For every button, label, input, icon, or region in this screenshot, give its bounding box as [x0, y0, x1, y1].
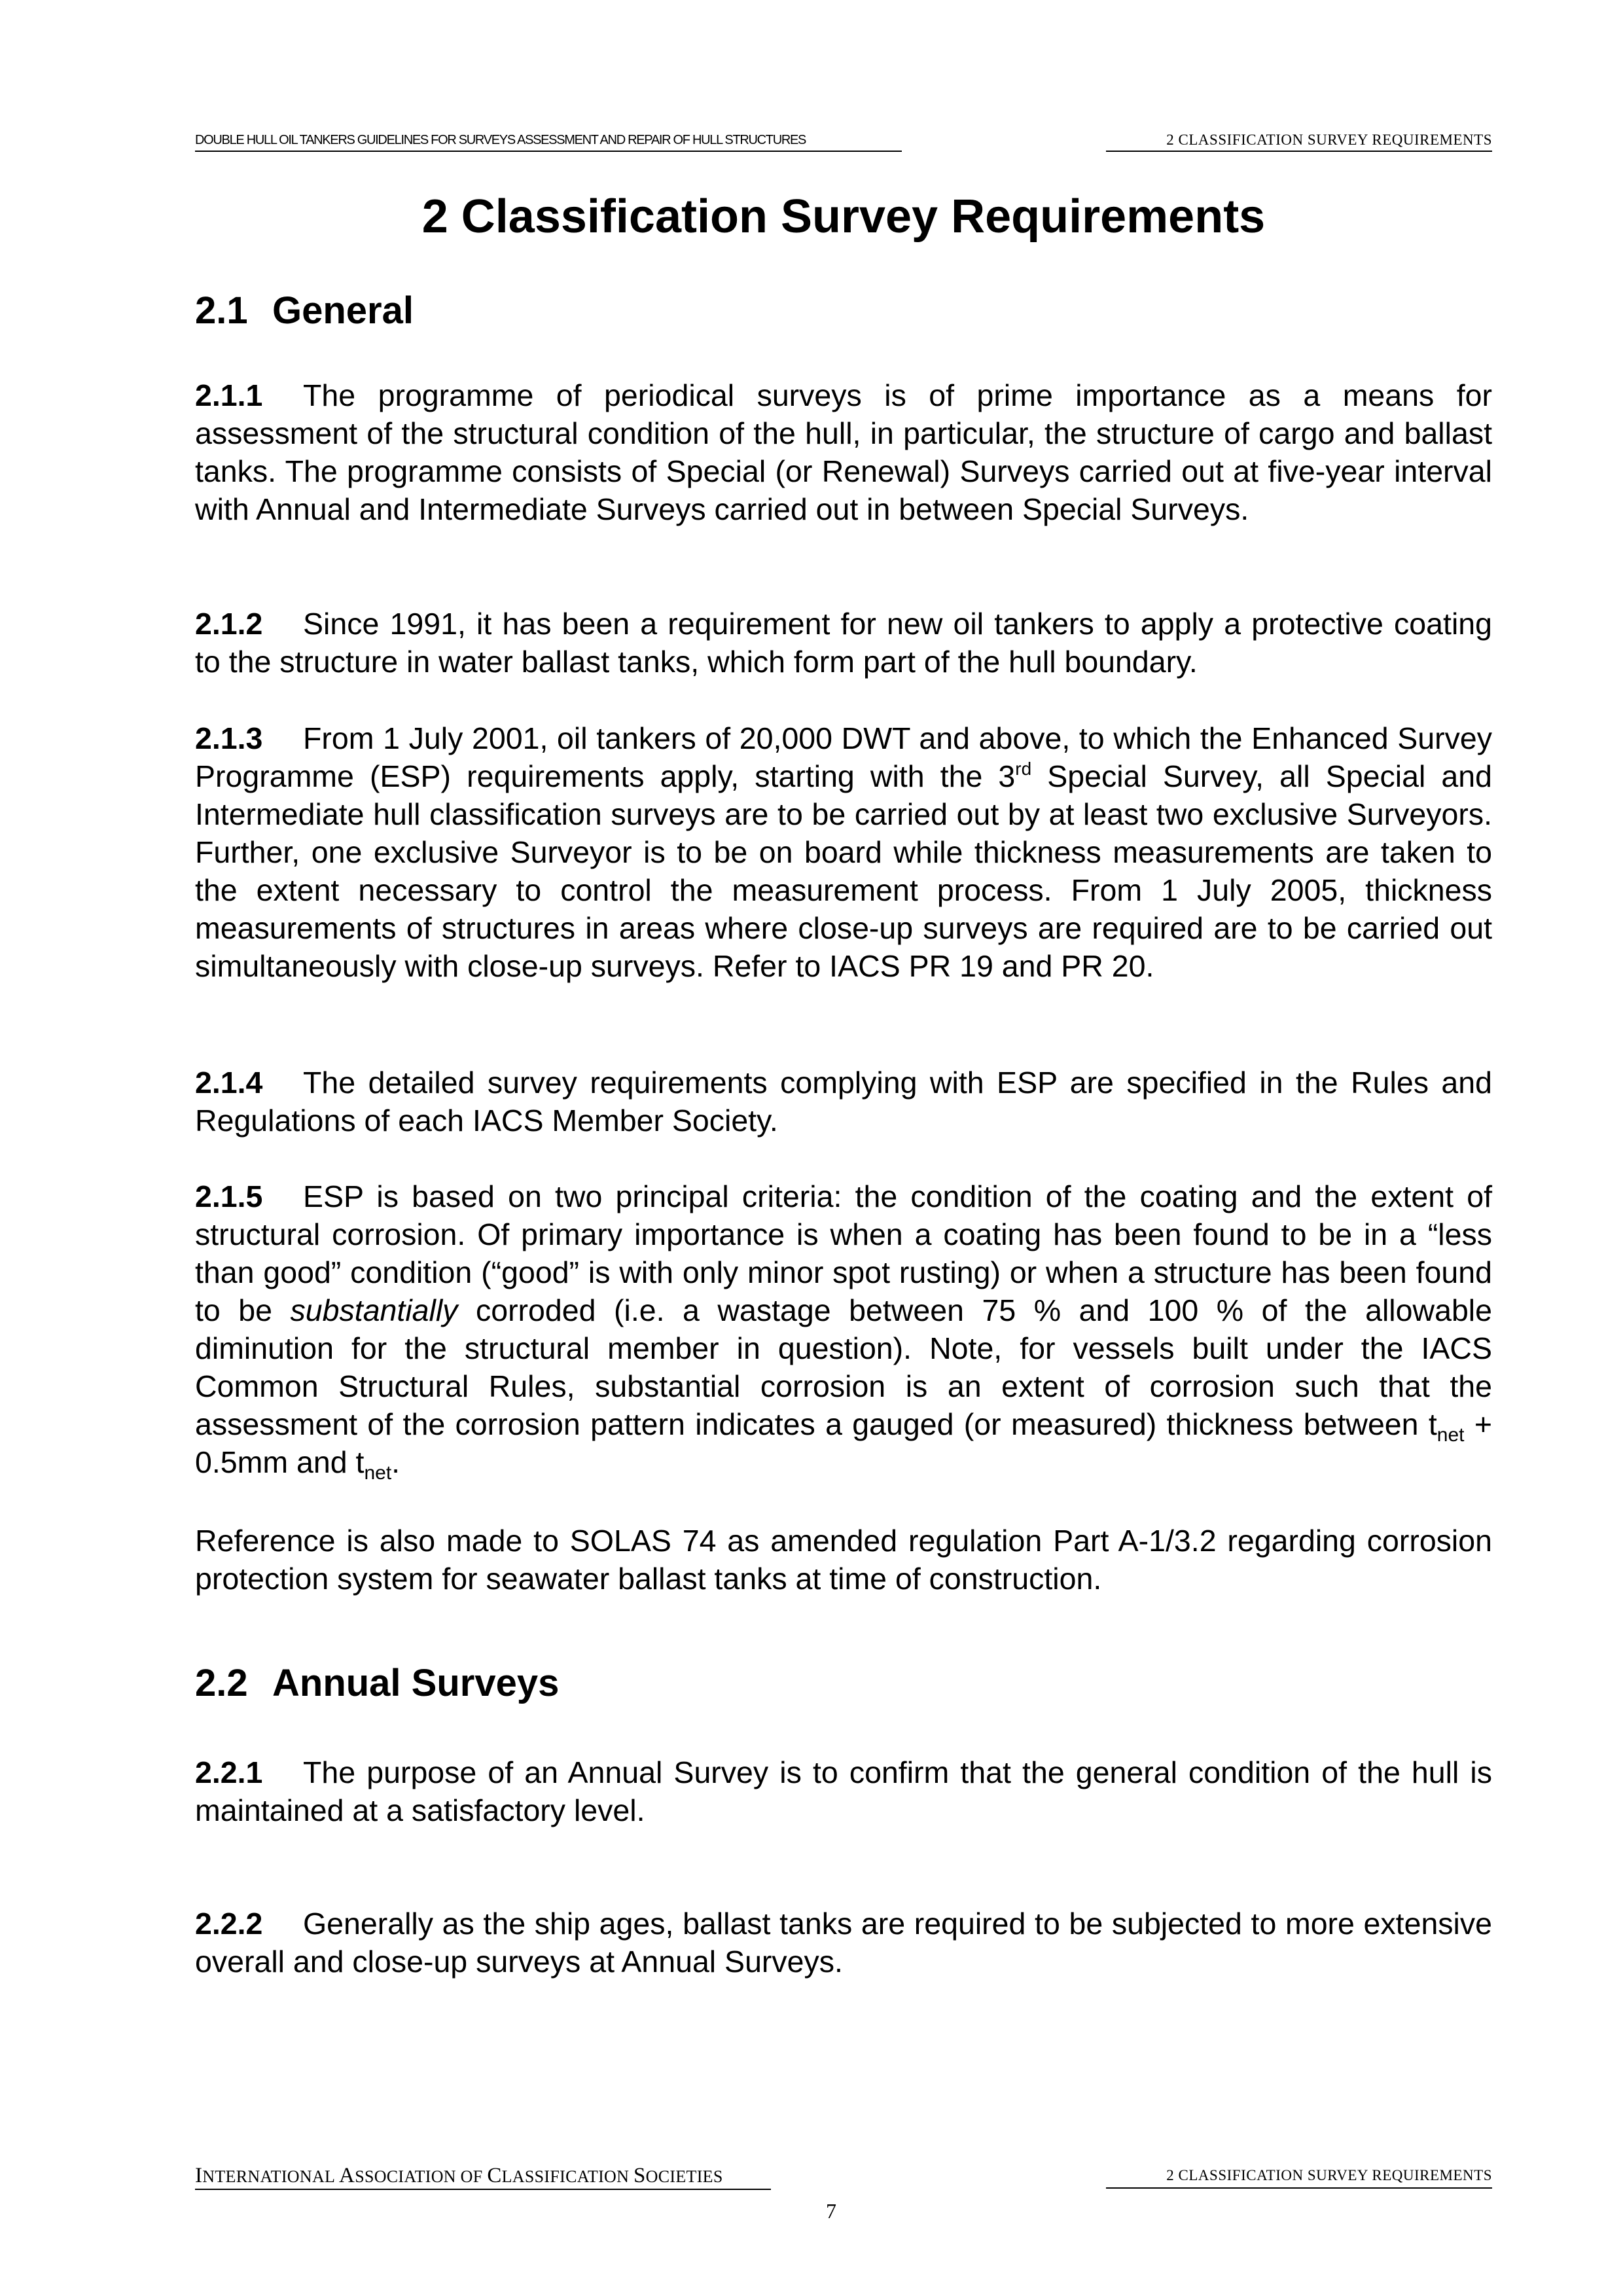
paragraph-2-2-2 — [195, 1905, 1492, 1981]
paragraph-text: From 1 July 2001, oil tankers of 20,000 DWT and above, to which the Enhanced Survey Programme (ESP) requirements apply, starting with the 3 — [195, 721, 1492, 793]
paragraph-text-continued: + 0.5mm and t — [195, 1407, 1493, 1479]
paragraph-2-1-2 — [195, 605, 1492, 681]
paragraph-text: ESP is based on two principal criteria: the condition of the coating and the extent of structural corrosion. Of primary importance is when a coating has been found to be in a “less than good” condition (“good” is with only minor spot rusting) or when a structure has been found to be — [195, 1179, 1492, 1327]
paragraph-text-continued: Special Survey, all Special and Intermediate hull classification surveys are to be carried out by at least two exclusive Surveyors. Further, one exclusive Surveyor is to be on board while thickness measurements are taken to the extent necessary to control the measurement process. From 1 July 2005, thickness measurements of structures in areas where close-up surveys are required are to be carried out simultaneously with close-up surveys. Refer to IACS PR 19 and PR 20. — [195, 759, 1492, 983]
paragraph-text: The purpose of an Annual Survey is to confirm that the general condition of the hull is maintained at a satisfactory level. — [195, 1755, 1492, 1827]
footer-word: OCIETIES — [645, 2167, 723, 2186]
running-footer-organisation — [195, 2165, 771, 2190]
footer-initial: I — [195, 2164, 203, 2187]
paragraph-2-2-1 — [195, 1753, 1492, 1829]
paragraph-number: 2.2.1 — [195, 1755, 263, 1789]
paragraph-text: Reference is also made to SOLAS 74 as amended regulation Part A-1/3.2 regarding corrosion protection system for seawater ballast tanks at time of construction. — [195, 1524, 1492, 1596]
ordinal-superscript: rd — [1015, 759, 1032, 779]
running-header-title: DOUBLE HULL OIL TANKERS GUIDELINES FOR SURVEYS ASSESSMENT AND REPAIR OF HULL STRUCTURES — [195, 131, 902, 152]
paragraph-number: 2.2.2 — [195, 1907, 263, 1941]
subscript-net: net — [364, 1462, 392, 1484]
footer-initial: S — [633, 2164, 646, 2187]
running-header-chapter: 2 CLASSIFICATION SURVEY REQUIREMENTS — [1106, 131, 1492, 152]
footer-word: LASSIFICATION — [501, 2167, 634, 2186]
paragraph-number: 2.1.4 — [195, 1066, 263, 1100]
section-heading-general — [195, 288, 414, 334]
paragraph-number: 2.1.1 — [195, 378, 263, 412]
paragraph-number: 2.1.2 — [195, 607, 263, 641]
paragraph-text: Since 1991, it has been a requirement for new oil tankers to apply a protective coating to the structure in water ballast tanks, which form part of the hull boundary. — [195, 607, 1492, 679]
paragraph-2-1-4 — [195, 1064, 1492, 1139]
footer-word: NTERNATIONAL — [202, 2167, 340, 2186]
section-number: 2.2 — [195, 1662, 248, 1704]
footer-initial: A — [339, 2164, 355, 2187]
paragraph-2-1-1 — [195, 376, 1492, 528]
page-number: 7 — [826, 2199, 836, 2223]
chapter-title: 2 Classification Survey Requirements — [421, 190, 1266, 243]
paragraph-text: Generally as the ship ages, ballast tanks are required to be subjected to more extensive overall and close-up surveys at Annual Surveys. — [195, 1907, 1492, 1979]
running-footer-chapter: 2 CLASSIFICATION SURVEY REQUIREMENTS — [1106, 2165, 1492, 2189]
footer-initial: C — [487, 2164, 502, 2187]
paragraph-number: 2.1.5 — [195, 1179, 263, 1213]
paragraph-text: The programme of periodical surveys is of prime importance as a means for assessment of the structural condition of the hull, in particular, the structure of cargo and ballast tanks. The programme consists of Special (or Renewal) Surveys carried out at five-year interval with Annual and Intermediate Surveys carried out in between Special Surveys. — [195, 378, 1492, 526]
emphasis-substantially: substantially — [290, 1293, 458, 1327]
paragraph-text: The detailed survey requirements complying with ESP are specified in the Rules and Regulations of each IACS Member Society. — [195, 1066, 1492, 1138]
subscript-net: net — [1436, 1424, 1465, 1446]
section-heading-annual-surveys — [195, 1660, 559, 1706]
paragraph-2-1-5 — [195, 1177, 1493, 1484]
paragraph-number: 2.1.3 — [195, 721, 263, 755]
paragraph-solas-reference — [195, 1522, 1492, 1598]
paragraph-text-continued: corroded (i.e. a wastage between 75 % and 100 % of the allowable diminution for the structural member in question). Note, for vessels built under the IACS Common Structural Rules, substantial corrosion is an extent of corrosion such that the assessment of the corrosion pattern indicates a gauged (or measured) thickness between t — [195, 1293, 1492, 1441]
section-title: General — [272, 289, 414, 332]
footer-word: SSOCIATION OF — [355, 2167, 488, 2186]
paragraph-text-end: . — [391, 1445, 401, 1479]
paragraph-2-1-3 — [195, 719, 1492, 985]
section-title: Annual Surveys — [272, 1662, 560, 1704]
section-number: 2.1 — [195, 289, 248, 332]
